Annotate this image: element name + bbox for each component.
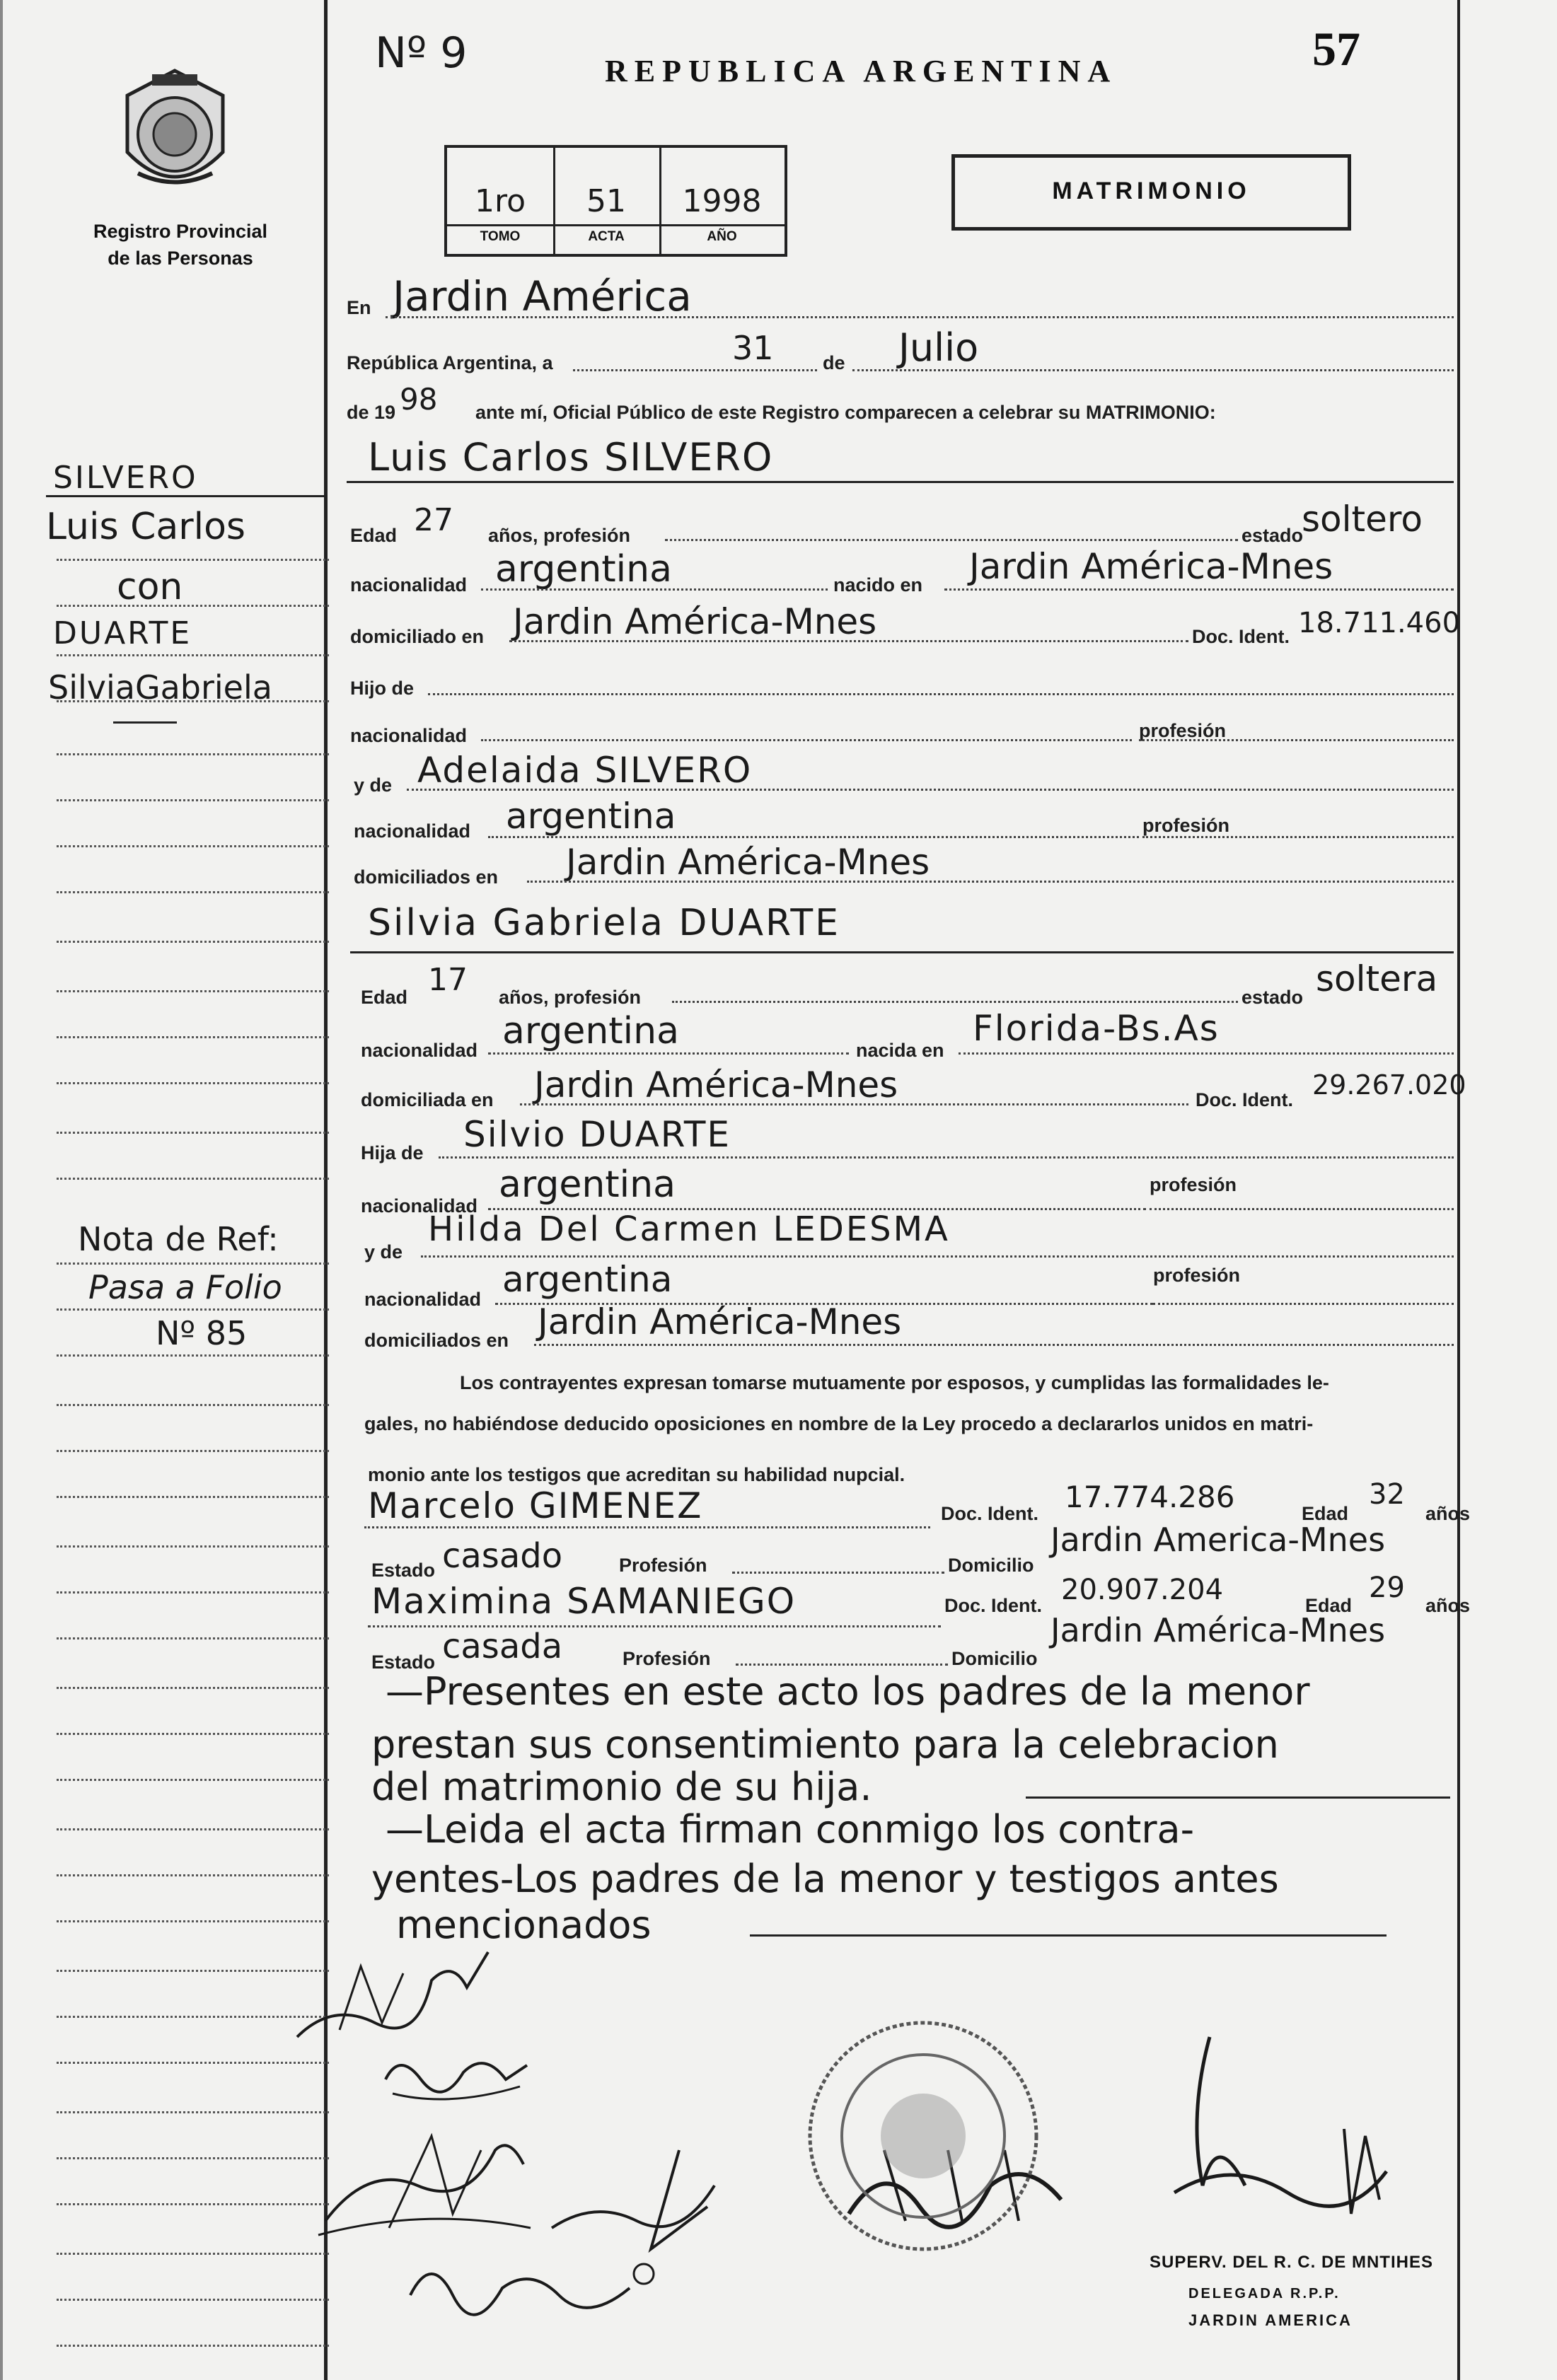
witness-2-anos-label: años [1425,1595,1471,1616]
registry-title-2: de las Personas [108,248,253,269]
witness-1-anos-label: años [1425,1503,1471,1524]
signature-bride [378,2037,541,2115]
bride-edad: 17 [428,962,468,998]
registry-title-1: Registro Provincial [93,221,268,242]
bride-madre-prof-label: profesión [1153,1265,1241,1286]
bride-padre: Silvio DUARTE [463,1114,731,1155]
margin-surname-1: SILVERO [53,460,198,496]
note-line-3: del matrimonio de su hija. [371,1765,872,1809]
signature-official-right [1160,2030,1401,2235]
margin-name-1: Luis Carlos [46,506,245,548]
year-value: 98 [400,382,438,417]
de-label: de [823,352,845,373]
witness-2-estado: casada [442,1627,563,1666]
note-line-6: mencionados [396,1903,652,1947]
act-type-box [951,154,1351,231]
folio-number: 57 [1312,22,1360,76]
bride-yde-label: y de [364,1241,403,1262]
bride-madre-nac: argentina [502,1259,673,1300]
bride-nacionalidad: argentina [502,1010,679,1052]
tomo-value: 1ro [474,183,526,219]
groom-madre: Adelaida SILVERO [417,750,753,791]
bride-estado: soltera [1316,958,1438,999]
witness-2-estado-label: Estado [371,1652,436,1673]
groom-edad: 27 [414,502,453,538]
note-line-5: yentes-Los padres de la menor y testigos antes [371,1857,1279,1901]
witness-2-prof-label: Profesión [623,1648,711,1669]
signature-groom [290,1938,502,2051]
acta-label: ACTA [588,229,625,244]
witness-1-name: Marcelo GIMENEZ [368,1485,703,1526]
ano-label: AÑO [707,229,737,244]
groom-dom-label: domiciliado en [350,626,485,647]
witness-1-edad: 32 [1369,1478,1405,1511]
place-value: Jardin América [393,272,692,320]
bride-padres-dom-label: domiciliados en [364,1330,509,1351]
note-line-2: prestan sus consentimiento para la celebracion [371,1722,1279,1767]
acta-value: 51 [586,183,626,219]
groom-padres-dom: Jardin América-Mnes [566,842,930,883]
de19-label: de 19 [347,402,396,423]
act-type: MATRIMONIO [1052,178,1251,204]
day-value: 31 [732,329,774,367]
groom-madre-prof-label: profesión [1142,815,1230,836]
outer-left-rule [0,0,3,2380]
witness-2-name: Maximina SAMANIEGO [371,1581,797,1622]
tomo-label: TOMO [480,229,521,244]
bride-doc: 29.267.020 [1312,1069,1466,1101]
witness-2-edad: 29 [1369,1572,1405,1604]
margin-name-2: SilviaGabriela [48,668,272,707]
witness-1-domicilio: Jardin America-Mnes [1050,1521,1386,1559]
groom-estado: soltero [1302,499,1423,540]
record-box [444,145,787,257]
margin-note-3: Nº 85 [156,1314,248,1352]
month-value: Julio [898,325,979,370]
stamp-line-2: DELEGADA R.P.P. [1188,2286,1341,2301]
witness-1-doc-label: Doc. Ident. [941,1503,1039,1524]
note-line-4: —Leida el acta firman conmigo los contra- [386,1807,1195,1852]
intro-text: ante mí, Oficial Público de este Registro comparecen a celebrar su MATRIMONIO: [475,402,1216,423]
bride-doc-label: Doc. Ident. [1196,1089,1294,1110]
witness-1-prof-label: Profesión [619,1555,707,1576]
groom-doc: 18.711.460 [1298,607,1461,639]
stamp-line-3: JARDIN AMERICA [1188,2311,1353,2329]
groom-domicilio: Jardin América-Mnes [513,601,877,642]
margin-con: con [117,566,183,608]
bride-edad-label: Edad [361,987,408,1008]
declaration-line-1: Los contrayentes expresan tomarse mutuamente por esposos, y cumplidas las formalidades le- [460,1372,1329,1393]
witness-1-edad-label: Edad [1302,1503,1349,1524]
ano-value: 1998 [682,183,762,219]
act-number-value: 9 [440,28,468,78]
signature-witness [403,2239,658,2323]
groom-anos-prof: años, profesión [488,525,631,546]
signature-father [311,2122,538,2242]
groom-nacido-label: nacido en [833,574,923,596]
bride-full-name: Silvia Gabriela DUARTE [368,902,840,944]
margin-note-2: Pasa a Folio [88,1268,282,1306]
groom-nac-label: nacionalidad [350,574,468,596]
bride-hija-label: Hija de [361,1142,424,1163]
witness-1-dom-label: Domicilio [948,1555,1034,1576]
witness-1-estado-label: Estado [371,1560,436,1581]
note-line-1: —Presentes en este acto los padres de la menor [386,1669,1310,1714]
margin-note-1: Nota de Ref: [78,1220,279,1258]
en-label: En [347,297,371,318]
witness-2-doc: 20.907.204 [1061,1574,1224,1606]
bride-dom-label: domiciliada en [361,1089,494,1110]
groom-hijo-label: Hijo de [350,678,415,699]
bride-madre-nac-label: nacionalidad [364,1289,482,1310]
groom-yde-label: y de [354,774,393,796]
act-number-label: Nº 9 [375,28,468,78]
bride-padre-nac: argentina [499,1163,676,1206]
groom-madre-nac-label: nacionalidad [354,820,471,842]
witness-2-doc-label: Doc. Ident. [944,1595,1043,1616]
registry-seal [117,67,233,202]
bride-nacida: Florida-Bs.As [973,1008,1220,1049]
groom-doc-label: Doc. Ident. [1192,626,1290,647]
groom-edad-label: Edad [350,525,398,546]
groom-estado-label: estado [1241,525,1304,546]
bride-padre-nac-label: nacionalidad [361,1195,478,1217]
witness-1-doc: 17.774.286 [1065,1480,1235,1514]
groom-nacido: Jardin América-Mnes [969,546,1333,587]
declaration-line-3: monio ante los testigos que acreditan su habilidad nupcial. [368,1464,905,1485]
witness-2-dom-label: Domicilio [951,1648,1038,1669]
bride-padres-dom: Jardin América-Mnes [538,1301,902,1342]
witness-2-edad-label: Edad [1305,1595,1353,1616]
bride-nacida-label: nacida en [856,1040,944,1061]
bride-anos-prof: años, profesión [499,987,642,1008]
groom-madre-nac: argentina [506,796,676,837]
stamp-line-1: SUPERV. DEL R. C. DE MNTIHES [1150,2253,1433,2272]
bride-nac-label: nacionalidad [361,1040,478,1061]
country-heading: REPUBLICA ARGENTINA [605,54,1118,88]
witness-1-estado: casado [442,1536,563,1576]
official-round-seal [803,2016,1043,2256]
groom-padres-dom-label: domiciliados en [354,866,499,888]
bride-madre: Hilda Del Carmen LEDESMA [428,1209,950,1249]
margin-surname-2: DUARTE [53,615,192,651]
bride-estado-label: estado [1241,987,1304,1008]
groom-nacionalidad: argentina [495,548,672,591]
right-margin-rule [1457,0,1460,2380]
rep-label: República Argentina, a [347,352,553,373]
witness-2-domicilio: Jardin América-Mnes [1050,1611,1386,1649]
groom-padre-nac-label: nacionalidad [350,725,468,746]
declaration-line-2: gales, no habiéndose deducido oposiciones en nombre de la Ley procedo a declararlos unidos en matri- [364,1413,1314,1434]
groom-padre-prof-label: profesión [1139,720,1227,741]
groom-full-name: Luis Carlos SILVERO [368,435,774,480]
bride-padre-prof-label: profesión [1150,1174,1237,1195]
bride-domicilio: Jardin América-Mnes [534,1064,898,1105]
